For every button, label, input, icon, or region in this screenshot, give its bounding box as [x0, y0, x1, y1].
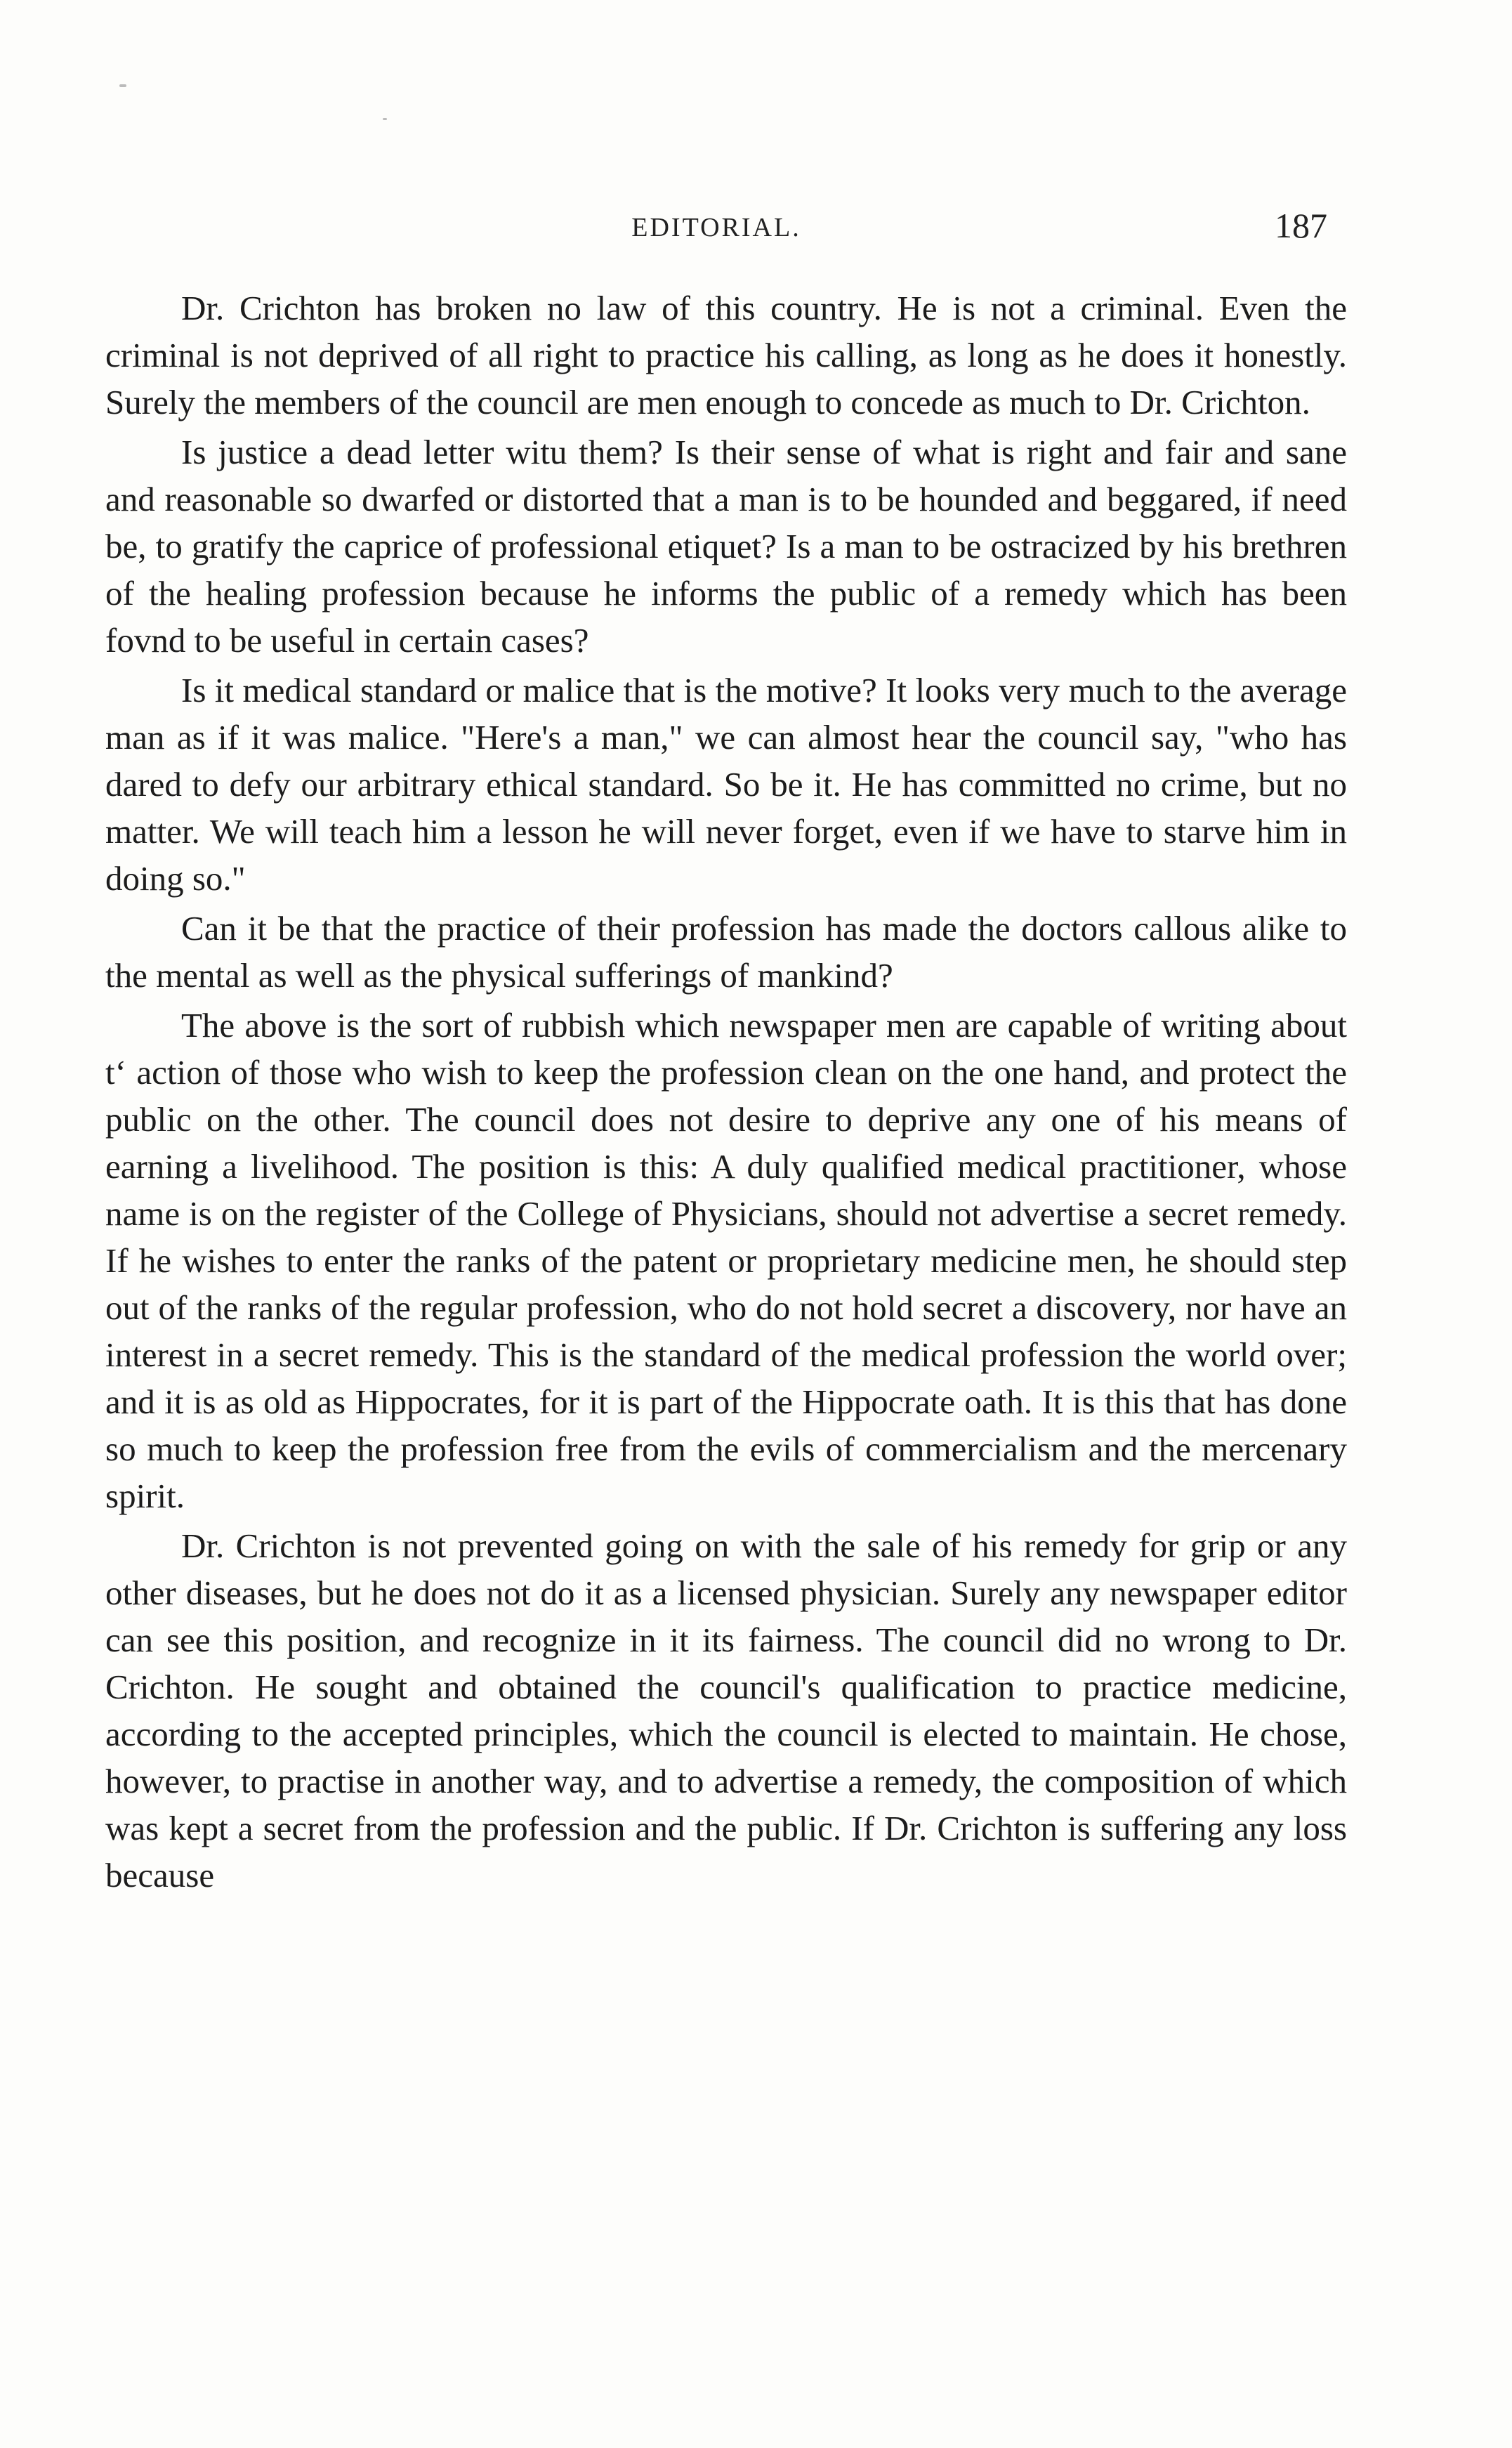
scan-speck [119, 84, 126, 87]
paragraph: Can it be that the practice of their profession has made the doctors callous alike to the mental as well as the physical sufferings of mankind? [105, 909, 1347, 995]
paragraph: Dr. Crichton has broken no law of this country. He is not a criminal. Even the criminal is not deprived of all right to practice his calling, as long as he does it honestly. Surely the members of the council are men enough to concede as much to Dr. Crichton. [105, 289, 1347, 421]
running-title: EDITORIAL. [631, 213, 801, 242]
article-body [105, 284, 1347, 1902]
running-head [105, 205, 1327, 247]
paragraph: Is justice a dead letter witu them? Is their sense of what is right and fair and sane and reasonable so dwarfed or distorted that a man is to be hounded and beggared, if need be, to gratify the caprice of professional etiquet? Is a man to be ostracized by his brethren of the healing profession because he informs the public of a remedy which has been fovnd to be useful in certain cases? [105, 433, 1347, 660]
paragraph: Is it medical standard or malice that is the motive? It looks very much to the average man as if it was malice. "Here's a man," we can almost hear the council say, "who has dared to defy our arbitrary ethical standard. So be it. He has committed no crime, but no matter. We will teach him a lesson he will never forget, even if we have to starve him in doing so." [105, 671, 1347, 898]
page-number: 187 [1275, 206, 1327, 245]
scan-speck [383, 118, 387, 120]
paragraph: Dr. Crichton is not prevented going on with the sale of his remedy for grip or any other diseases, but he does not do it as a licensed physician. Surely any newspaper editor can see this position, and recognize in it its fairness. The council did no wrong to Dr. Crichton. He sought and obtained the council's qualification to practice medicine, according to the accepted principles, which the council is elected to maintain. He chose, however, to practise in another way, and to advertise a remedy, the composition of which was kept a secret from the profession and the public. If Dr. Crichton is suffering any loss because [105, 1526, 1347, 1894]
paragraph: The above is the sort of rubbish which newspaper men are capable of writing about tʻ action of those who wish to keep the profession clean on the one hand, and protect the public on the other. The council does not desire to deprive any one of his means of earning a livelihood. The position is this: A duly qualified medical practitioner, whose name is on the register of the College of Physicians, should not advertise a secret remedy. If he wishes to enter the ranks of the patent or proprietary medicine men, he should step out of the ranks of the regular profession, who do not hold secret a discovery, nor have an interest in a secret remedy. This is the standard of the medical profession the world over; and it is as old as Hippocrates, for it is part of the Hippocrate oath. It is this that has done so much to keep the profession free from the evils of commercialism and the mercenary spirit. [105, 1006, 1347, 1515]
